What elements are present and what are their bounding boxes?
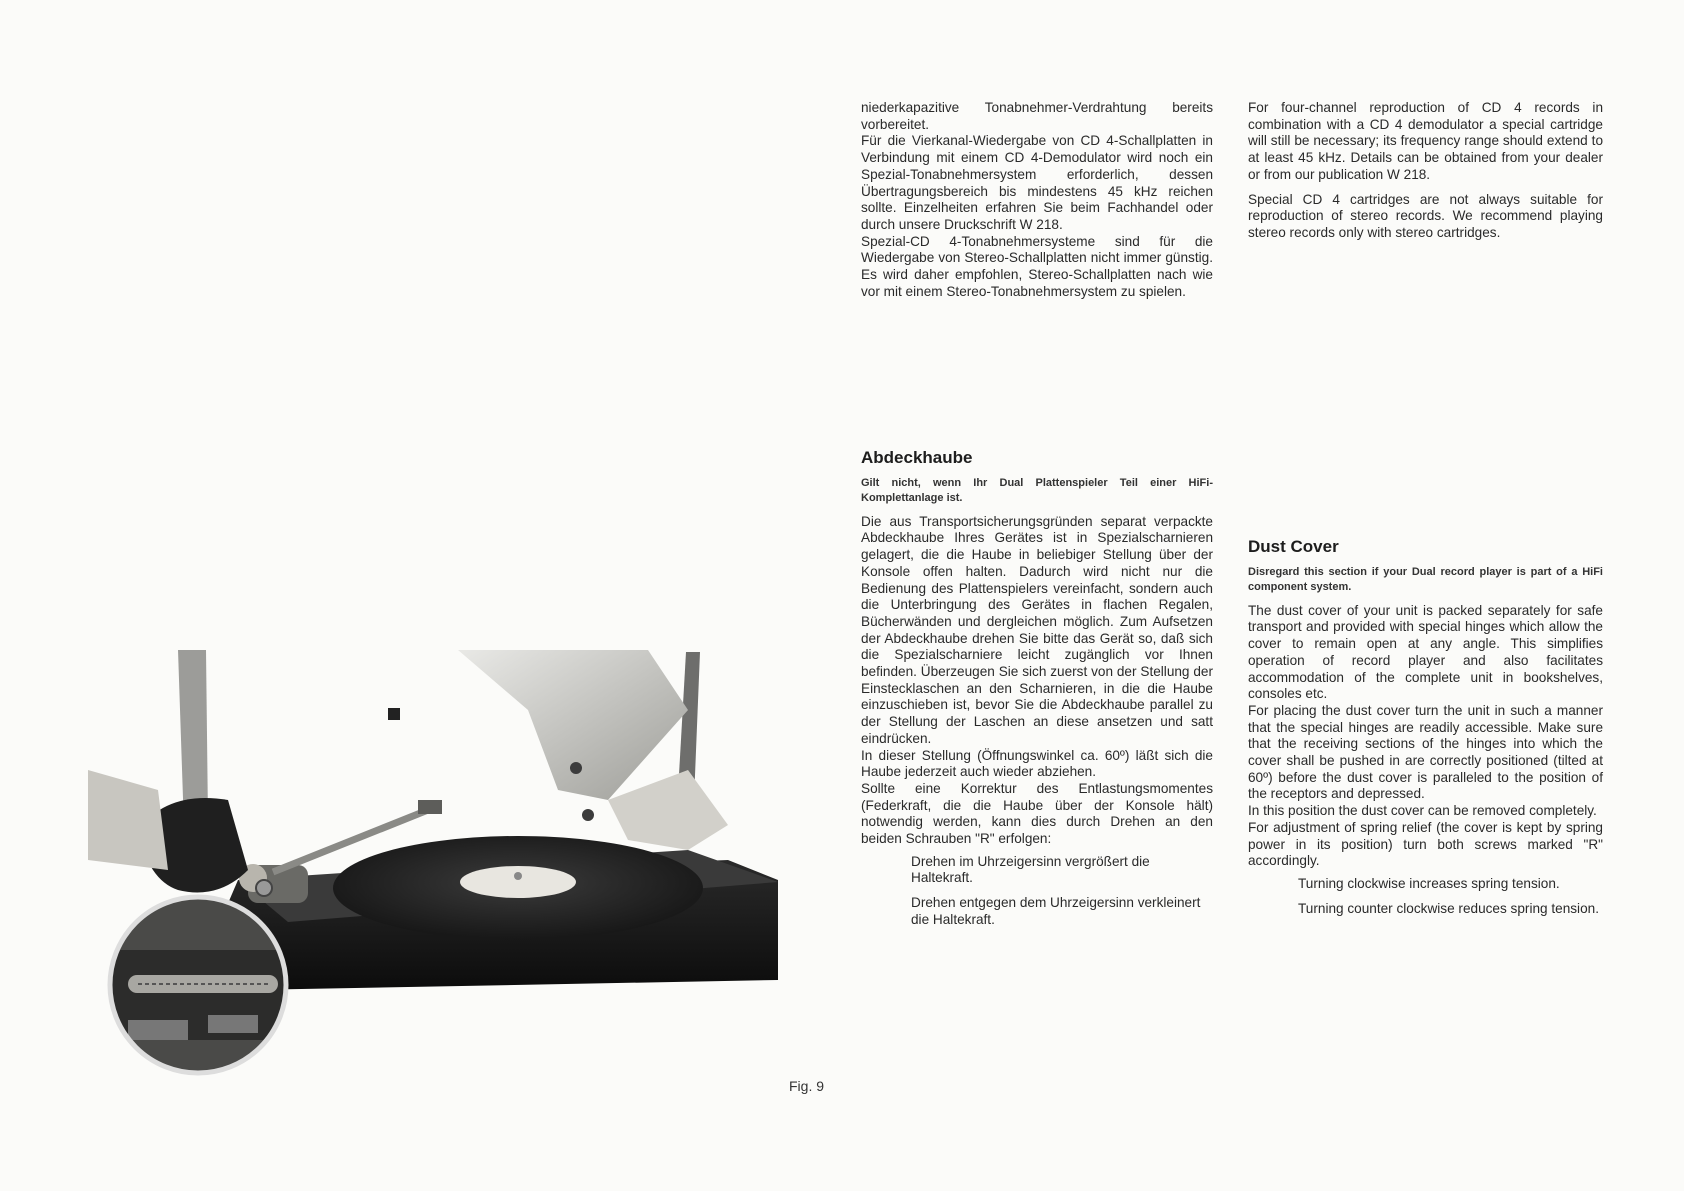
german-section-note: Gilt nicht, wenn Ihr Dual Plattenspieler Teil einer HiFi-Komplettanlage ist. bbox=[861, 476, 1213, 504]
german-section-indented: Drehen im Uhrzeigersinn vergrößert die Haltekraft. bbox=[911, 853, 1150, 886]
english-top-paragraph: Special CD 4 cartridges are not always suitable for reproduction of stereo records. We recommend playing stereo records only with stereo cartridges. bbox=[1248, 191, 1603, 240]
right-hand bbox=[608, 770, 728, 850]
english-section-paragraph: For placing the dust cover turn the unit in such a manner that the special hinges are readily accessible. Make sure that the receiving sections of the hinges into which the cover shall be pushed in are correctly positioned (tilted at 60º) before the dust cover is paralleled to the position of the receptors and depressed. bbox=[1248, 702, 1603, 802]
german-section bbox=[861, 450, 1213, 929]
english-section-heading: Dust Cover bbox=[1248, 537, 1339, 556]
sleeve-button bbox=[582, 809, 594, 821]
german-top-paragraph: Für die Vierkanal-Wiedergabe von CD 4-Schallplatten in Verbindung mit einem CD 4-Demodulator wird noch ein Spezial-Tonabnehmersystem erforderlich, dessen Übertragungsbereich bis mindestens 45 kHz reichen sollte. Einzelheiten erfahren Sie beim Fachhandel oder durch unsere Druckschrift W 218. bbox=[861, 133, 1213, 232]
german-top-paragraph: Spezial-CD 4-Tonabnehmersysteme sind für die Wiedergabe von Stereo-Schallplatten nicht immer günstig. Es wird daher empfohlen, Stereo-Schallplatten nach wie vor mit einem Stereo-Tonabnehmersystem zu spielen. bbox=[861, 233, 1213, 299]
german-section-paragraph: Sollte eine Korrektur des Entlastungsmomentes (Federkraft, die die Haube über der Konsole hält) notwendig werden, kann dies durch Drehen an den beiden Schrauben "R" erfolgen: bbox=[861, 780, 1213, 847]
english-section-paragraph: The dust cover of your unit is packed separately for safe transport and provided with special hinges which allow the cover to remain open at any angle. This simplifies operation of record player and also facilitates accommodation of the complete unit in bookshelves, consoles etc. bbox=[1248, 602, 1603, 702]
brand-plate bbox=[388, 708, 400, 720]
screw-r bbox=[256, 880, 272, 896]
english-top-column bbox=[1248, 100, 1603, 242]
german-top-paragraph: niederkapazitive Tonabnehmer-Verdrahtung bereits vorbereitet. bbox=[861, 100, 1213, 132]
english-section bbox=[1248, 539, 1603, 917]
german-section-heading: Abdeckhaube bbox=[861, 448, 973, 467]
german-section-indented: Drehen entgegen dem Uhrzeigersinn verkleinert die Haltekraft. bbox=[911, 895, 1201, 927]
spindle bbox=[514, 872, 522, 880]
english-section-indented: Turning counter clockwise reduces spring tension. bbox=[1298, 900, 1599, 916]
turntable-photo bbox=[88, 650, 808, 1090]
english-section-paragraph: In this position the dust cover can be removed completely. bbox=[1248, 803, 1597, 819]
english-section-paragraph: For adjustment of spring relief (the cover is kept by spring power in its position) turn both screws marked "R" accordingly. bbox=[1248, 819, 1603, 869]
right-arm-sleeve bbox=[458, 650, 688, 800]
english-top-paragraph: For four-channel reproduction of CD 4 records in combination with a CD 4 demodulator a special cartridge will still be necessary; its frequency range should extend to at least 45 kHz. Details can be obtained from your dealer or from our publication W 218. bbox=[1248, 100, 1603, 182]
english-section-note: Disregard this section if your Dual record player is part of a HiFi component system. bbox=[1248, 565, 1603, 593]
left-arm bbox=[88, 770, 168, 870]
german-section-paragraph: Die aus Transportsicherungsgründen separat verpackte Abdeckhaube Ihres Gerätes ist in Spezialscharnieren gelagert, die die Haube in beliebiger Stellung über der Konsole offen halten. Dadurch wird nicht nur die Bedienung des Plattenspielers vereinfacht, sondern auch die Unterbringung des Gerätes in flachen Regalen, Bücherwänden und dergleichen möglich. Zum Aufsetzen der Abdeckhaube drehen Sie bitte das Gerät so, daß sich die Spezialscharniere leicht zugänglich vor Ihnen befinden. Überzeugen Sie sich zuerst von der Stellung der Einstecklaschen an den Scharnieren, in die die Haube einzuschieben ist, bevor Sie die Abdeckhaube parallel zu der Stellung der Laschen an diese ansetzen und satt eindrücken. bbox=[861, 513, 1213, 746]
german-section-paragraph: In dieser Stellung (Öffnungswinkel ca. 60º) läßt sich die Haube jederzeit auch wieder abziehen. bbox=[861, 747, 1213, 780]
headshell bbox=[418, 800, 442, 814]
figure-label: Fig. 9 bbox=[789, 1078, 825, 1094]
english-section-indented: Turning clockwise increases spring tension. bbox=[1298, 875, 1560, 891]
sleeve-button bbox=[570, 762, 582, 774]
german-top-column bbox=[861, 100, 1213, 300]
record-label bbox=[460, 866, 576, 898]
